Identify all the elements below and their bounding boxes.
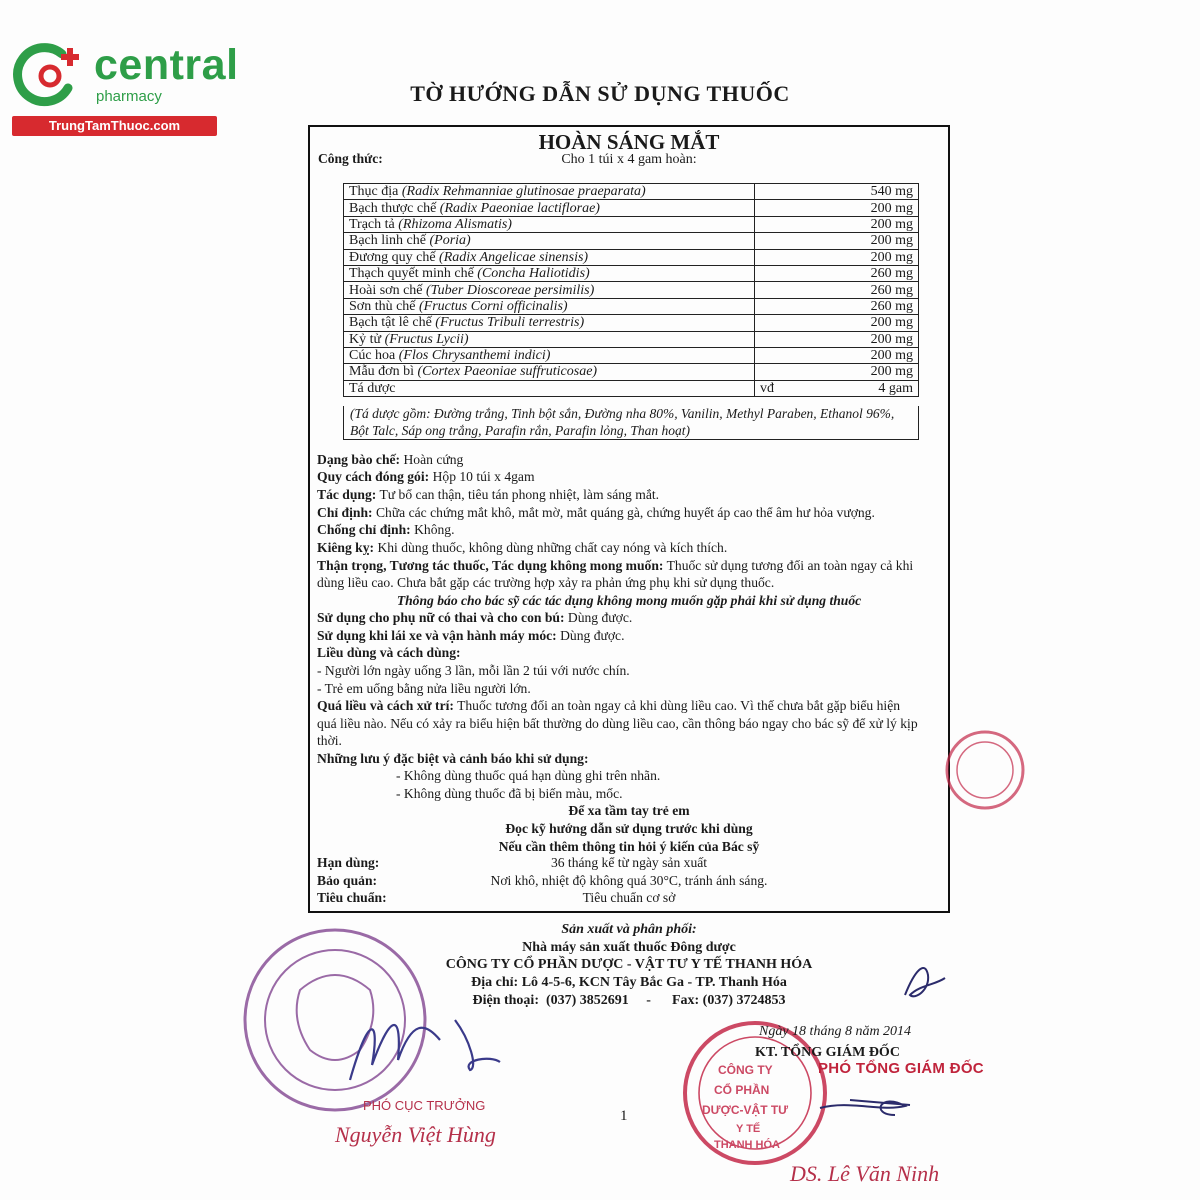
read-instructions: Đọc kỹ hướng dẫn sử dụng trước khi dùng	[505, 821, 753, 836]
ingredient-row	[344, 233, 919, 249]
ingredient-vietnamese-name: Bạch thược chế	[349, 200, 437, 216]
ingredient-name	[344, 216, 755, 232]
ingredient-latin-name: (Fructus Corni officinalis)	[419, 298, 568, 314]
ingredient-row	[344, 364, 919, 380]
ingredient-row	[344, 298, 919, 314]
ingredient-name	[344, 364, 755, 380]
effect-label: Tác dụng:	[317, 487, 377, 502]
children-warning: Để xa tầm tay trẻ em	[568, 803, 690, 818]
ingredient-row	[344, 331, 919, 347]
ingredient-name	[344, 331, 755, 347]
storage-value: Nơi khô, nhiệt độ không quá 30°C, tránh ánh sáng.	[490, 873, 768, 888]
ingredient-name	[344, 233, 755, 249]
packaging-label: Quy cách đóng gói:	[317, 469, 430, 484]
left-signer-name: Nguyễn Việt Hùng	[335, 1122, 496, 1147]
manufacture-heading: Sản xuất và phân phối:	[561, 922, 697, 937]
overdose-value: Thuốc tương đối an toàn ngay cả khi dùng liều cao. Vì thế chưa bắt gặp biểu hiện	[457, 698, 901, 713]
storage-label: Bảo quản:	[317, 873, 378, 888]
logo-url[interactable]: TrungTamThuoc.com	[12, 116, 217, 136]
logo-subtitle: pharmacy	[96, 88, 162, 105]
per-unit-label: Cho 1 túi x 4 gam hoàn:	[561, 152, 697, 167]
dosage-child: - Trẻ em uống bằng nửa liều người lớn.	[317, 681, 531, 696]
ingredient-latin-name: (Flos Chrysanthemi indici)	[398, 348, 551, 364]
left-signer-title: PHÓ CỤC TRƯỞNG	[363, 1098, 486, 1113]
pregnancy-row	[317, 609, 947, 626]
ingredient-name	[344, 200, 755, 216]
ingredient-row	[344, 249, 919, 265]
ingredient-name	[344, 265, 755, 281]
right-signer-name: DS. Lê Văn Ninh	[790, 1161, 940, 1186]
formula-label: Công thức:	[318, 151, 383, 166]
document-title: TỜ HƯỚNG DẪN SỬ DỤNG THUỐC	[410, 81, 790, 106]
ingredient-amount: 260 mg	[755, 265, 919, 281]
stamp-line-2: CỔ PHẦN	[714, 1083, 770, 1097]
ingredient-amount: 200 mg	[755, 315, 919, 331]
ingredient-name	[344, 298, 755, 314]
company-contact: Điện thoại: (037) 3852691 - Fax: (037) 3724853	[472, 993, 786, 1008]
abstinence-value: Khi dùng thuốc, không dùng những chất cay nóng và kích thích.	[377, 540, 728, 555]
overdose-label: Quá liều và cách xử trí:	[317, 698, 454, 713]
shelf-life-label: Hạn dùng:	[317, 855, 380, 870]
excipient-row	[344, 380, 919, 396]
driving-row	[317, 627, 947, 644]
ingredient-vietnamese-name: Sơn thù chế	[349, 298, 416, 314]
dosage-form-value: Hoàn cứng	[403, 452, 464, 467]
excipient-name: Tá dược	[344, 380, 755, 396]
contraindication-value: Không.	[414, 522, 455, 537]
ingredient-row	[344, 265, 919, 281]
ingredient-latin-name: (Tuber Dioscoreae persimilis)	[426, 282, 595, 298]
ingredient-latin-name: (Radix Paeoniae lactiflorae)	[439, 200, 600, 216]
driving-value: Dùng được.	[560, 628, 625, 643]
dosage-form-row	[317, 451, 947, 468]
company-name: CÔNG TY CỔ PHẦN DƯỢC - VẬT TƯ Y TẾ THANH HÓA	[445, 957, 813, 972]
factory-name: Nhà máy sản xuất thuốc Đông dược	[522, 940, 736, 955]
dosage-heading: Liều dùng và cách dùng:	[317, 645, 461, 660]
signing-role: KT. TỔNG GIÁM ĐỐC	[755, 1045, 900, 1060]
ingredient-name	[344, 282, 755, 298]
abstinence-row	[317, 539, 947, 556]
ingredient-vietnamese-name: Thạch quyết minh chế	[349, 266, 474, 282]
page-number: 1	[620, 1108, 628, 1124]
packaging-row	[317, 468, 947, 485]
ingredient-table	[343, 183, 919, 397]
ingredient-amount: 540 mg	[755, 184, 919, 200]
ingredient-latin-name: (Concha Haliotidis)	[477, 266, 590, 282]
ingredient-name	[344, 315, 755, 331]
ingredient-row	[344, 216, 919, 232]
ingredient-row	[344, 184, 919, 200]
warning-mold: - Không dùng thuốc đã bị biến màu, mốc.	[396, 786, 623, 801]
ingredient-latin-name: (Radix Rehmanniae glutinosae praeparata)	[401, 184, 646, 200]
ingredient-latin-name: (Cortex Paeoniae suffruticosae)	[417, 364, 598, 380]
abstinence-label: Kiêng kỵ:	[317, 540, 375, 555]
precautions-value: Thuốc sử dụng tương đối an toàn ngay cả khi	[666, 558, 914, 573]
ingredient-vietnamese-name: Trạch tả	[349, 216, 395, 232]
dosage-label	[317, 644, 947, 661]
ingredient-amount: 260 mg	[755, 282, 919, 298]
precautions-row	[317, 557, 947, 574]
deputy-director-stamp: PHÓ TỔNG GIÁM ĐỐC	[818, 1060, 984, 1077]
ingredient-vietnamese-name: Thục địa	[349, 184, 399, 200]
indication-value: Chữa các chứng mắt khô, mắt mờ, mắt quáng gà, chứng huyết áp cao thể âm hư hỏa vượng.	[375, 505, 875, 520]
product-title: HOÀN SÁNG MẮT	[538, 130, 720, 154]
contraindication-row	[317, 521, 947, 538]
ingredient-latin-name: (Poria)	[429, 233, 471, 249]
precautions-label: Thận trọng, Tương tác thuốc, Tác dụng không mong muốn:	[317, 558, 664, 573]
standard-label: Tiêu chuẩn:	[317, 890, 387, 905]
stamp-line-1: CÔNG TY	[718, 1063, 773, 1077]
ingredient-row	[344, 282, 919, 298]
excipient-amount: 4 gam	[878, 380, 913, 396]
excipient-vd: vđ	[760, 380, 774, 396]
stamp-line-4: Y TẾ	[736, 1123, 761, 1135]
ingredient-name	[344, 184, 755, 200]
standard-value: Tiêu chuẩn cơ sở	[582, 890, 676, 905]
stamp-line-5: THANH HÓA	[714, 1139, 780, 1151]
ingredient-row	[344, 315, 919, 331]
ingredient-amount: 200 mg	[755, 200, 919, 216]
shelf-life-value: 36 tháng kể từ ngày sản xuất	[550, 855, 708, 870]
indication-row	[317, 504, 947, 521]
effect-row	[317, 486, 947, 503]
ingredient-latin-name: (Rhizoma Alismatis)	[398, 216, 512, 232]
effect-value: Tư bổ can thận, tiêu tán phong nhiệt, làm sáng mắt.	[379, 487, 660, 502]
ingredient-name	[344, 347, 755, 363]
stamp-line-3: DƯỢC-VẬT TƯ	[702, 1103, 789, 1117]
ingredient-vietnamese-name: Mẫu đơn bì	[349, 364, 414, 380]
right-signature	[820, 1100, 910, 1115]
precautions-continued: dùng liều cao. Chưa bắt gặp các trường hợp xảy ra phản ứng phụ khi sử dụng thuốc.	[317, 575, 775, 590]
ingredient-vietnamese-name: Bạch linh chế	[349, 233, 426, 249]
ingredient-row	[344, 347, 919, 363]
company-address: Địa chỉ: Lô 4-5-6, KCN Tây Bắc Ga - TP. Thanh Hóa	[471, 975, 787, 990]
dosage-adult: - Người lớn ngày uống 3 lần, mỗi lần 2 túi với nước chín.	[317, 663, 630, 678]
ingredient-amount: 200 mg	[755, 347, 919, 363]
dosage-form-label: Dạng bào chế:	[317, 452, 401, 467]
contraindication-label: Chống chỉ định:	[317, 522, 411, 537]
ingredient-vietnamese-name: Bạch tật lê chế	[349, 315, 432, 331]
ingredient-latin-name: (Radix Angelicae sinensis)	[439, 249, 589, 265]
signing-date: Ngày 18 tháng 8 năm 2014	[759, 1024, 912, 1039]
driving-label: Sử dụng khi lái xe và vận hành máy móc:	[317, 628, 557, 643]
adverse-notice: Thông báo cho bác sỹ các tác dụng không mong muốn gặp phải khi sử dụng thuốc	[396, 593, 862, 608]
ingredient-name	[344, 249, 755, 265]
ingredient-latin-name: (Fructus Tribuli terrestris)	[435, 315, 585, 331]
ingredient-vietnamese-name: Kỷ tử	[349, 331, 382, 347]
edge-stamp	[947, 732, 1023, 808]
pregnancy-value: Dùng được.	[567, 610, 633, 625]
pregnancy-label: Sử dụng cho phụ nữ có thai và cho con bú:	[317, 610, 565, 625]
overdose-continued-1: quá liều nào. Nếu có xảy ra biểu hiện bất thường do dùng liều cao, cần thông báo ngay cho bác sỹ để xử lý kịp	[317, 716, 918, 731]
overdose-continued-2: thời.	[317, 733, 342, 748]
ingredient-amount: 260 mg	[755, 298, 919, 314]
packaging-value: Hộp 10 túi x 4gam	[432, 469, 535, 484]
excipient-amount-cell	[755, 380, 919, 396]
leaflet-frame	[308, 125, 950, 913]
warnings-heading: Những lưu ý đặc biệt và cảnh báo khi sử dụng:	[317, 751, 589, 766]
warnings-label	[317, 750, 947, 767]
ingredient-amount: 200 mg	[755, 331, 919, 347]
left-signature	[350, 1020, 500, 1080]
ingredient-vietnamese-name: Cúc hoa	[349, 348, 396, 364]
consult-doctor: Nếu cần thêm thông tin hỏi ý kiến của Bác sỹ	[498, 839, 760, 854]
ingredient-amount: 200 mg	[755, 216, 919, 232]
ingredient-amount: 200 mg	[755, 364, 919, 380]
logo-name: central	[94, 41, 239, 89]
warning-expiry: - Không dùng thuốc quá hạn dùng ghi trên nhãn.	[396, 768, 661, 783]
ingredient-row	[344, 200, 919, 216]
excipient-note: (Tá dược gồm: Đường trắng, Tinh bột sắn, Đường nha 80%, Vanilin, Methyl Paraben, Ethanol 96%, Bột Talc, Sáp ong trắng, Parafin rắn, Parafin lỏng, Than hoạt)	[343, 406, 919, 440]
ingredient-vietnamese-name: Hoài sơn chế	[349, 282, 423, 298]
indication-label: Chỉ định:	[317, 505, 373, 520]
ingredient-latin-name: (Fructus Lycii)	[384, 331, 469, 347]
overdose-row	[317, 697, 947, 714]
ingredient-vietnamese-name: Đương quy chế	[349, 249, 436, 265]
ingredient-amount: 200 mg	[755, 233, 919, 249]
ingredient-amount: 200 mg	[755, 249, 919, 265]
company-stamp	[685, 1023, 825, 1163]
